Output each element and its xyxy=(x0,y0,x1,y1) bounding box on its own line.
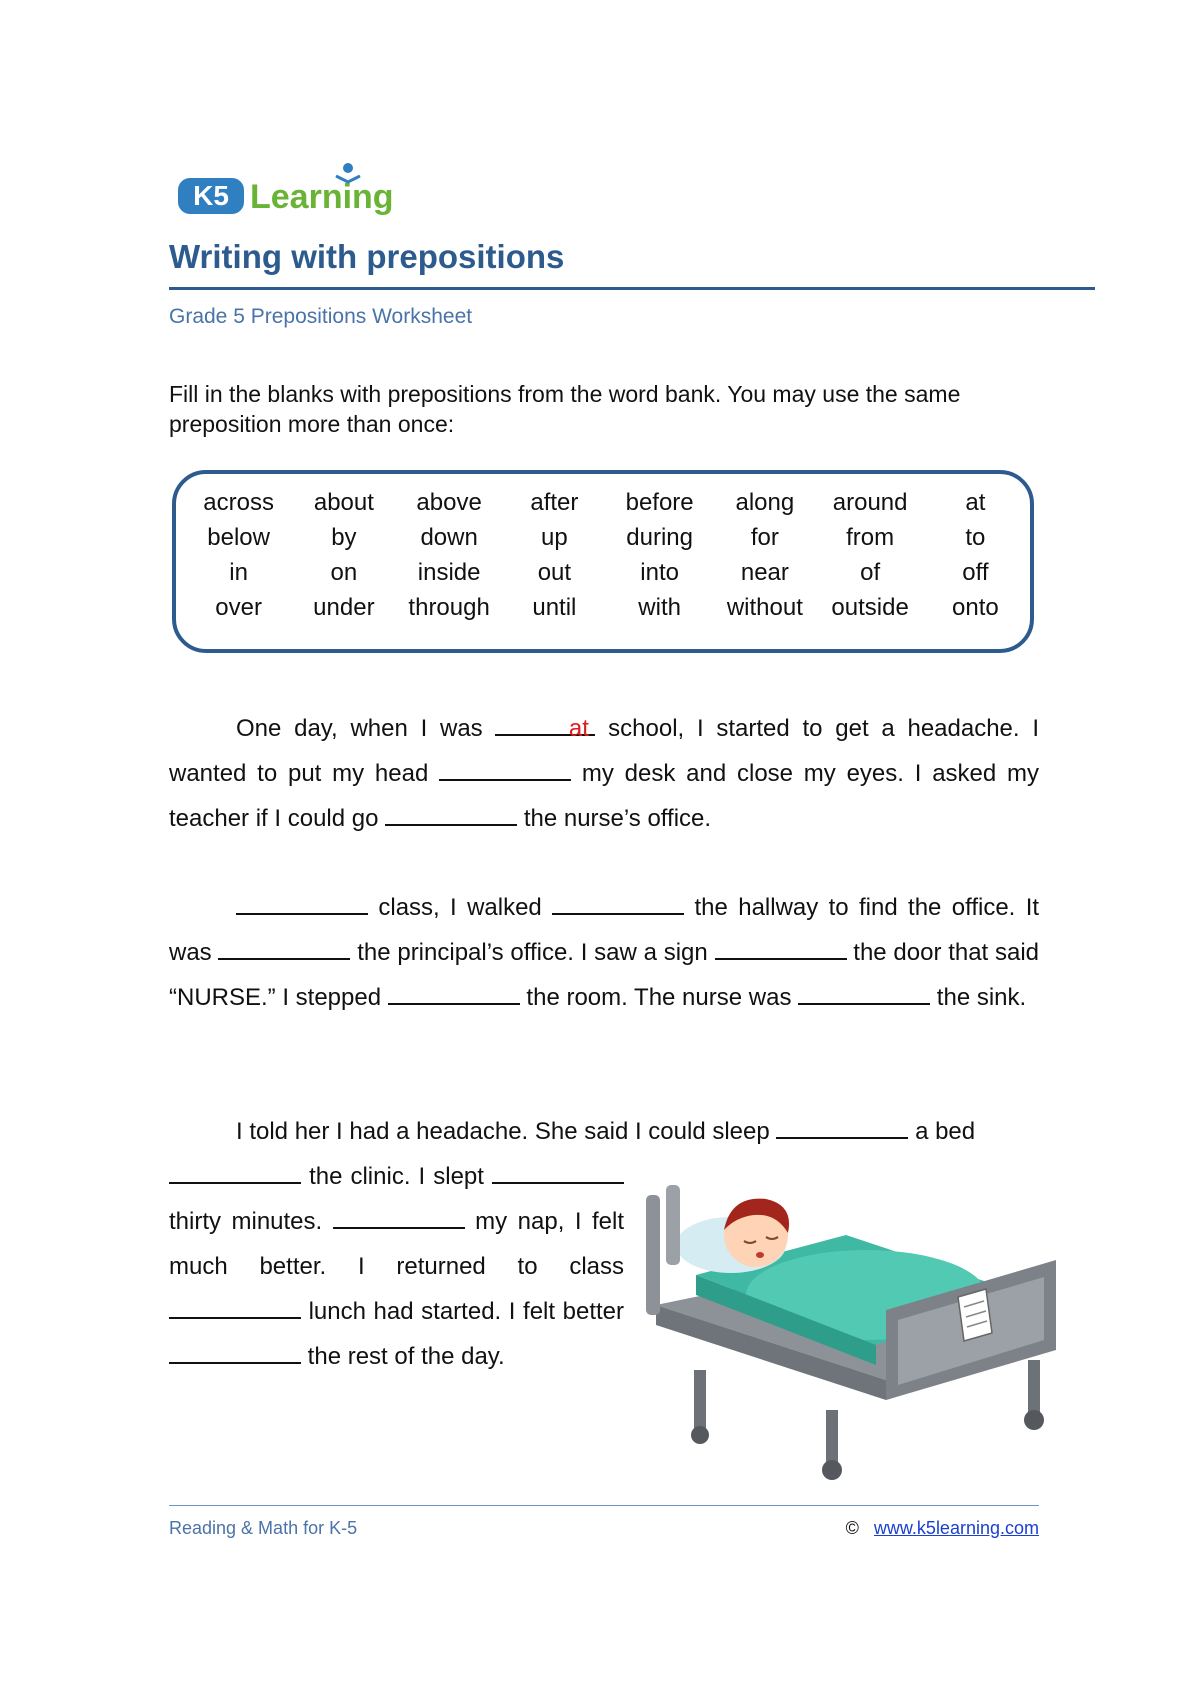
word-bank-word: in xyxy=(229,559,248,586)
word-bank-word: under xyxy=(313,594,375,621)
word-bank-word: out xyxy=(537,559,572,586)
answer-blank-11[interactable] xyxy=(169,1154,301,1184)
word-bank-word: over xyxy=(215,594,262,621)
word-bank-word: without xyxy=(726,594,803,621)
word-bank-word: off xyxy=(962,559,989,586)
passage-paragraph-1 xyxy=(169,706,1039,841)
word-bank-word: on xyxy=(330,559,358,586)
word-bank-word: into xyxy=(640,559,679,586)
answer-blank-9[interactable] xyxy=(798,975,930,1005)
worksheet-subtitle: Grade 5 Prepositions Worksheet xyxy=(169,305,473,328)
footer-link-area xyxy=(846,1518,1039,1539)
instructions: Fill in the blanks with prepositions from the word bank. You may use the same preposition more than once: xyxy=(169,381,961,437)
passage-text: my nap, I felt much better. I returned to class xyxy=(169,1208,624,1280)
passage-text: the hallway to find the office. It was xyxy=(169,894,1040,966)
word-bank-word: up xyxy=(541,524,568,551)
answer-blank-14[interactable] xyxy=(169,1289,301,1319)
passage-text: school, I started to get a headache. I wanted to put my head xyxy=(169,715,1039,787)
logo-figure-head xyxy=(343,163,353,173)
answer-blank-1[interactable]: at xyxy=(495,706,595,736)
answer-blank-10[interactable] xyxy=(776,1109,908,1139)
footer-tagline: Reading & Math for K-5 xyxy=(169,1518,358,1538)
word-bank-word: inside xyxy=(417,559,481,586)
passage-text: lunch had started. I felt better xyxy=(308,1298,625,1325)
word-bank-word: around xyxy=(832,489,908,516)
passage-text: a bed xyxy=(915,1118,976,1145)
word-bank-word: below xyxy=(207,524,270,551)
website-link[interactable]: www.k5learning.com xyxy=(873,1518,1039,1538)
word-bank-word: at xyxy=(965,489,986,516)
passage-paragraph-2 xyxy=(169,885,1039,1020)
passage-text: the clinic. I slept xyxy=(309,1163,484,1190)
passage-text: thirty minutes. xyxy=(169,1208,323,1235)
title-divider xyxy=(169,287,1095,290)
answer-blank-2[interactable] xyxy=(439,751,571,781)
answer-blank-4[interactable] xyxy=(236,885,368,915)
answer-blank-6[interactable] xyxy=(218,930,350,960)
word-bank-word: from xyxy=(846,524,895,551)
word-bank-word: of xyxy=(860,559,881,586)
logo-learning-text: Learning xyxy=(250,178,394,216)
passage-paragraph-3-cont xyxy=(169,1154,624,1379)
answer-blank-3[interactable] xyxy=(385,796,517,826)
word-bank-word: outside xyxy=(831,594,909,621)
copyright-icon: © xyxy=(845,1518,859,1538)
answer-blank-7[interactable] xyxy=(715,930,847,960)
answer-blank-12[interactable] xyxy=(492,1154,624,1184)
passage-text: the room. The nurse was xyxy=(526,984,792,1011)
answer-blank-13[interactable] xyxy=(333,1199,465,1229)
passage-text: class, I walked xyxy=(378,894,542,921)
headboard xyxy=(646,1195,660,1315)
word-bank-word: with xyxy=(638,594,681,621)
answer-blank-5[interactable] xyxy=(552,885,684,915)
sick-child-in-bed-illustration xyxy=(636,1175,1076,1490)
passage-text: the principal’s office. I saw a sign xyxy=(357,939,708,966)
k5-learning-logo xyxy=(176,160,416,222)
word-bank-word: about xyxy=(313,489,374,516)
word-bank-word: near xyxy=(740,559,789,586)
word-bank xyxy=(172,470,1034,653)
logo-k5-text: K5 xyxy=(193,180,229,211)
word-bank-word: after xyxy=(530,489,579,516)
page-title: Writing with prepositions xyxy=(169,238,565,275)
answer-blank-15[interactable] xyxy=(169,1334,301,1364)
passage-text: I told her I had a headache. She said I could sleep xyxy=(236,1118,770,1145)
word-bank-grid xyxy=(186,488,1028,623)
passage-text: the sink. xyxy=(936,984,1027,1011)
passage-text: the rest of the day. xyxy=(307,1343,505,1370)
passage-text: One day, when I was xyxy=(236,715,483,742)
word-bank-word: to xyxy=(965,524,986,551)
passage-text: the door that said “NURSE.” I stepped xyxy=(169,939,1040,1011)
word-bank-word: through xyxy=(408,594,490,621)
word-bank-word: before xyxy=(625,489,694,516)
word-bank-word: during xyxy=(626,524,693,551)
word-bank-word: for xyxy=(750,524,779,551)
passage-text: the nurse’s office. xyxy=(523,805,712,832)
word-bank-word: by xyxy=(331,524,357,551)
passage-text: my desk and close my eyes. I asked my teacher if I could go xyxy=(169,760,1040,832)
bed-wheels-icon xyxy=(691,1410,1044,1480)
word-bank-word: down xyxy=(420,524,478,551)
footer-divider xyxy=(169,1505,1039,1506)
word-bank-word: above xyxy=(416,489,482,516)
passage-paragraph-3 xyxy=(169,1109,1039,1154)
medical-chart-icon xyxy=(958,1289,992,1341)
word-bank-word: onto xyxy=(952,594,999,621)
answer-blank-8[interactable] xyxy=(388,975,520,1005)
word-bank-word: across xyxy=(203,489,274,516)
word-bank-word: along xyxy=(735,489,795,516)
word-bank-word: until xyxy=(532,594,577,621)
